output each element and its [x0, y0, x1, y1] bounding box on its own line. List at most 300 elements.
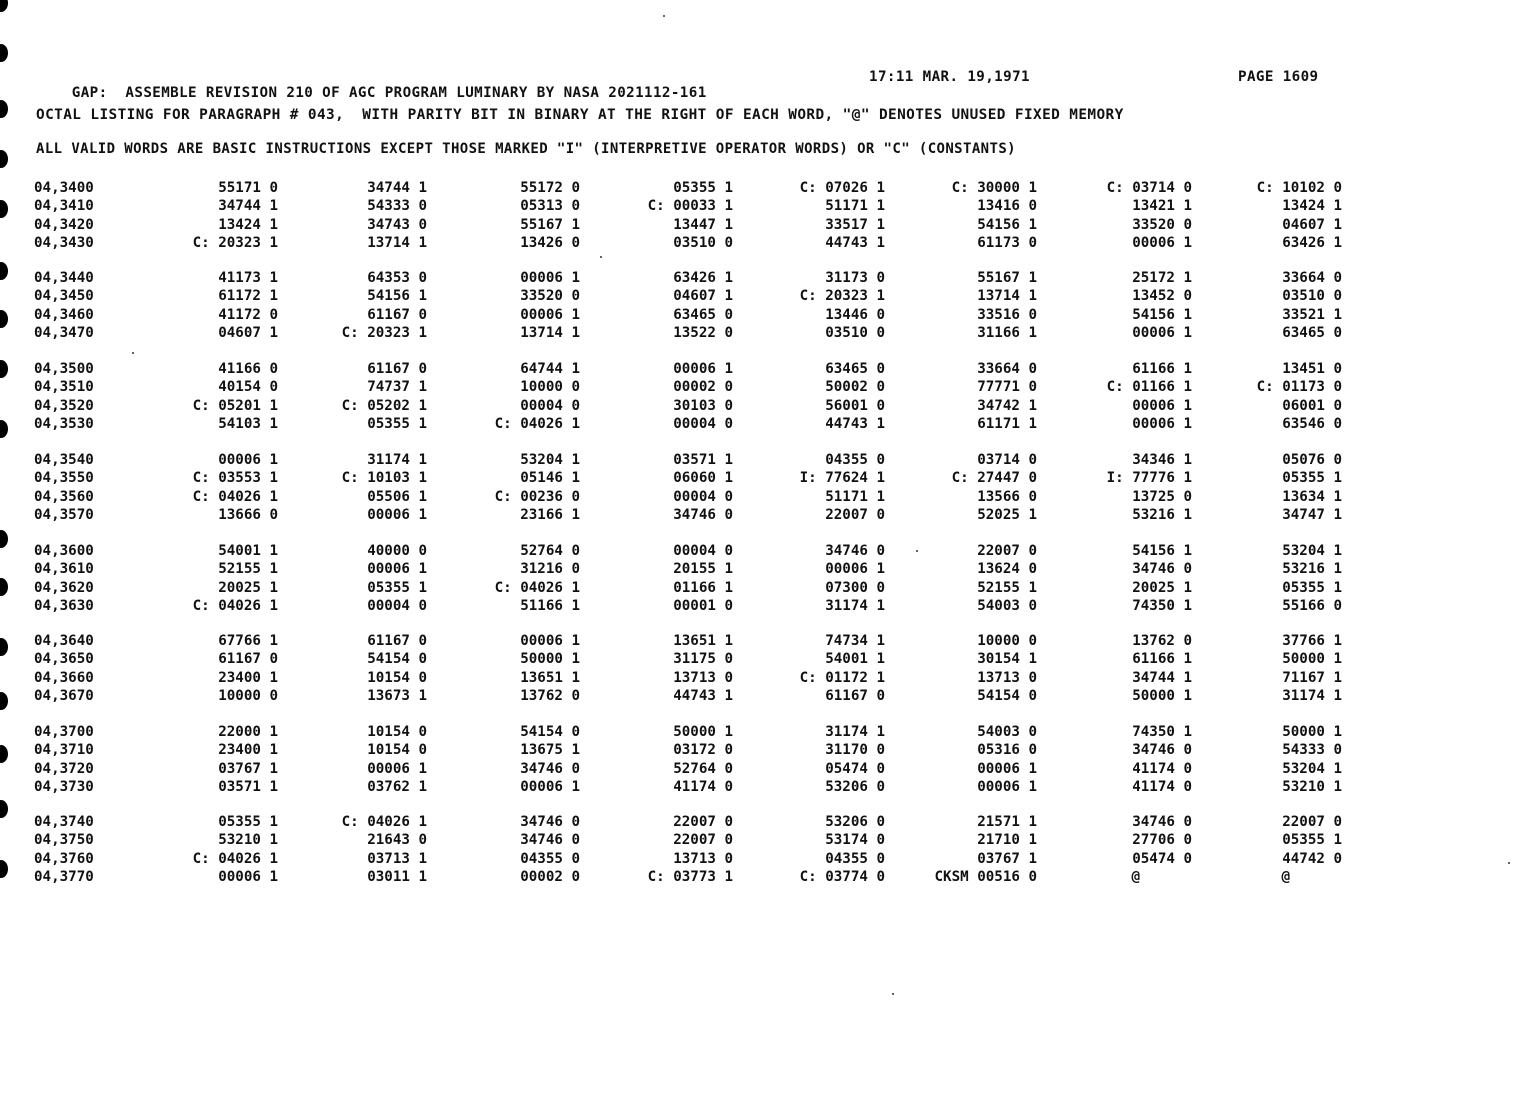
octal-word-cell: 41166 0 [218, 361, 278, 377]
octal-word-cell: 22007 0 [673, 832, 733, 849]
octal-word-cell: C: 20323 1 [799, 288, 885, 305]
octal-word-cell: 13714 1 [367, 235, 427, 252]
octal-word-cell: 34746 0 [825, 543, 885, 559]
octal-word-cell: 52764 0 [673, 760, 733, 777]
octal-word-cell: 55166 0 [1282, 598, 1342, 615]
octal-word-cell: 13675 1 [520, 742, 580, 759]
octal-word-cell: 54103 1 [218, 416, 278, 433]
row-address: 04,3610 [34, 561, 94, 578]
row-address: 04,3670 [34, 688, 94, 705]
print-speck [600, 256, 602, 258]
row-address: 04,3470 [34, 325, 94, 342]
octal-word-cell: C: 05201 1 [192, 397, 278, 414]
row-address: 04,3720 [34, 760, 94, 777]
octal-word-cell: 61166 1 [1132, 651, 1192, 668]
octal-word-cell: 07300 0 [825, 579, 885, 596]
print-speck [1508, 862, 1510, 864]
octal-word-cell: 10000 0 [520, 379, 580, 396]
octal-word-cell: 00006 1 [1132, 416, 1192, 433]
octal-word-cell: 04607 1 [1282, 216, 1342, 233]
octal-word-cell: 22007 0 [825, 507, 885, 524]
octal-word-cell: 33517 1 [825, 216, 885, 233]
octal-word-cell: 27706 0 [1132, 832, 1192, 849]
octal-word-cell: 54003 0 [977, 724, 1037, 740]
octal-word-cell: 22000 1 [218, 724, 278, 740]
octal-word-cell: 54156 1 [977, 216, 1037, 233]
row-address: 04,3420 [34, 216, 94, 233]
octal-word-cell: 13714 1 [977, 288, 1037, 305]
octal-word-cell: 50000 1 [1282, 724, 1342, 740]
octal-word-cell: 54333 0 [367, 198, 427, 215]
octal-word-cell: 61166 1 [1132, 361, 1192, 377]
octal-word-cell: 55167 1 [977, 270, 1037, 286]
octal-word-cell: 33520 0 [1132, 216, 1192, 233]
octal-word-cell: 13762 0 [1132, 633, 1192, 649]
octal-word-cell: C: 04026 1 [494, 579, 580, 596]
row-address: 04,3440 [34, 270, 94, 286]
octal-word-cell: 00006 1 [218, 452, 278, 468]
octal-word-cell: 54001 1 [218, 543, 278, 559]
octal-word-cell: 34746 0 [520, 832, 580, 849]
octal-word-cell: 20025 1 [218, 579, 278, 596]
octal-word-cell: 03767 1 [977, 850, 1037, 867]
octal-word-cell: 13421 1 [1132, 198, 1192, 215]
octal-word-cell: 54001 1 [825, 651, 885, 668]
octal-word-cell: 00002 0 [520, 869, 580, 886]
octal-word-cell: 55171 0 [218, 180, 278, 196]
octal-word-cell: 34746 0 [1132, 742, 1192, 759]
listing-row [0, 489, 1360, 507]
octal-word-cell: C: 05202 1 [341, 397, 427, 414]
octal-word-cell: 00006 1 [367, 507, 427, 524]
octal-word-cell: C: 00033 1 [647, 198, 733, 215]
octal-word-cell: 05313 0 [520, 198, 580, 215]
listing-row [0, 288, 1360, 306]
octal-word-cell: 05355 1 [1282, 832, 1342, 849]
punch-hole [0, 0, 8, 12]
row-address: 04,3460 [34, 306, 94, 323]
octal-word-cell: 25172 1 [1132, 270, 1192, 286]
octal-word-cell: 13725 0 [1132, 488, 1192, 505]
octal-word-cell: 13624 0 [977, 561, 1037, 578]
octal-word-cell: 54154 0 [520, 724, 580, 740]
octal-word-cell: 00004 0 [673, 543, 733, 559]
listing-row [0, 307, 1360, 325]
listing-row [0, 180, 1360, 198]
listing-row [0, 379, 1360, 397]
octal-word-cell: 13426 0 [520, 235, 580, 252]
octal-word-cell: 53210 1 [1282, 779, 1342, 796]
octal-word-cell: 10154 0 [367, 724, 427, 740]
octal-word-cell: 63546 0 [1282, 416, 1342, 433]
octal-word-cell: 13447 1 [673, 216, 733, 233]
octal-word-cell: 74350 1 [1132, 598, 1192, 615]
octal-word-cell: 54156 1 [367, 288, 427, 305]
octal-word-cell: 04607 1 [673, 288, 733, 305]
listing-row [0, 633, 1360, 651]
octal-word-cell: 00006 1 [977, 760, 1037, 777]
octal-word-cell: 00006 1 [520, 270, 580, 286]
octal-word-cell: 13446 0 [825, 306, 885, 323]
header-line-description: OCTAL LISTING FOR PARAGRAPH # 043, WITH PARITY BIT IN BINARY AT THE RIGHT OF EACH WORD, "@" DENOTES UNUSED FIXED MEMORY [36, 107, 1124, 123]
octal-word-cell: 13424 1 [1282, 198, 1342, 215]
octal-word-cell: 53206 0 [825, 779, 885, 796]
octal-word-cell: 04355 0 [520, 850, 580, 867]
octal-word-cell: 03762 1 [367, 779, 427, 796]
octal-word-cell: 05355 1 [673, 180, 733, 196]
octal-word-cell: 61172 1 [218, 288, 278, 305]
octal-word-cell: 77771 0 [977, 379, 1037, 396]
octal-word-cell: 52155 1 [977, 579, 1037, 596]
octal-word-cell: 13651 1 [520, 669, 580, 686]
octal-word-cell: 06060 1 [673, 470, 733, 487]
octal-word-cell: 31216 0 [520, 561, 580, 578]
row-address: 04,3540 [34, 452, 94, 468]
octal-word-cell: 13634 1 [1282, 488, 1342, 505]
octal-word-cell: 44743 1 [673, 688, 733, 705]
octal-word-cell: 01166 1 [673, 579, 733, 596]
octal-word-cell: 41173 1 [218, 270, 278, 286]
octal-word-cell: 37766 1 [1282, 633, 1342, 649]
octal-word-cell: 50002 0 [825, 379, 885, 396]
octal-word-cell: 04355 0 [825, 452, 885, 468]
print-speck [132, 352, 134, 354]
punch-hole [0, 44, 8, 62]
print-speck [663, 15, 665, 17]
octal-word-cell: C: 10102 0 [1256, 180, 1342, 196]
octal-word-cell: 50000 1 [1282, 651, 1342, 668]
listing-row [0, 416, 1360, 434]
octal-word-cell: 10000 0 [218, 688, 278, 705]
listing-row [0, 561, 1360, 579]
row-address: 04,3500 [34, 361, 94, 377]
octal-word-cell: 31174 1 [1282, 688, 1342, 705]
octal-word-cell: 54154 0 [977, 688, 1037, 705]
octal-word-cell: 00006 1 [218, 869, 278, 886]
octal-word-cell: 20155 1 [673, 561, 733, 578]
octal-word-cell: 61173 0 [977, 235, 1037, 252]
octal-word-cell: 22007 0 [1282, 814, 1342, 830]
octal-word-cell: 52155 1 [218, 561, 278, 578]
octal-word-cell: 40154 0 [218, 379, 278, 396]
octal-word-cell: C: 01173 0 [1256, 379, 1342, 396]
octal-word-cell: 05076 0 [1282, 452, 1342, 468]
octal-word-cell: 34746 0 [520, 760, 580, 777]
octal-word-cell: C: 20323 1 [192, 235, 278, 252]
octal-word-cell: 05355 1 [367, 579, 427, 596]
octal-word-cell: 34746 0 [520, 814, 580, 830]
octal-word-cell: 34746 0 [1132, 814, 1192, 830]
octal-word-cell: 34744 1 [1132, 669, 1192, 686]
listing-row [0, 470, 1360, 488]
octal-word-cell: 05355 1 [1282, 579, 1342, 596]
octal-word-cell: 53206 0 [825, 814, 885, 830]
octal-word-cell: 05506 1 [367, 488, 427, 505]
octal-word-cell: 54156 1 [1132, 543, 1192, 559]
octal-word-cell: 44743 1 [825, 416, 885, 433]
octal-word-cell: 61167 0 [367, 633, 427, 649]
listing-row [0, 869, 1360, 887]
octal-word-cell: 00006 1 [1132, 325, 1192, 342]
octal-word-cell: 53210 1 [218, 832, 278, 849]
octal-word-cell: 53204 1 [1282, 543, 1342, 559]
octal-word-cell: 13713 0 [673, 669, 733, 686]
octal-word-cell: 64353 0 [367, 270, 427, 286]
octal-word-cell: 50000 1 [1132, 688, 1192, 705]
octal-word-cell: 41172 0 [218, 306, 278, 323]
octal-word-cell: 13713 0 [673, 850, 733, 867]
row-address: 04,3640 [34, 633, 94, 649]
octal-word-cell: 31174 1 [367, 452, 427, 468]
octal-word-cell: 64744 1 [520, 361, 580, 377]
punch-hole [0, 100, 8, 118]
assembly-title: GAP: ASSEMBLE REVISION 210 OF AGC PROGRAM LUMINARY BY NASA 2021112-161 [71, 85, 707, 101]
listing-row [0, 361, 1360, 379]
octal-word-cell: C: 04026 1 [341, 814, 427, 830]
octal-word-cell: 10154 0 [367, 669, 427, 686]
listing-row [0, 325, 1360, 343]
octal-word-cell: 61167 0 [367, 361, 427, 377]
row-address: 04,3530 [34, 416, 94, 433]
octal-word-cell: 34346 1 [1132, 452, 1192, 468]
row-address: 04,3550 [34, 470, 94, 487]
octal-word-cell: 00004 0 [520, 397, 580, 414]
octal-word-cell: 63426 1 [1282, 235, 1342, 252]
octal-word-cell: 34747 1 [1282, 507, 1342, 524]
octal-word-cell: 50000 1 [520, 651, 580, 668]
octal-word-cell: 52764 0 [520, 543, 580, 559]
row-address: 04,3620 [34, 579, 94, 596]
octal-word-cell: C: 03714 0 [1106, 180, 1192, 196]
octal-word-cell: 74350 1 [1132, 724, 1192, 740]
octal-word-cell: 05474 0 [825, 760, 885, 777]
octal-word-cell: 21710 1 [977, 832, 1037, 849]
octal-word-cell: 61167 0 [825, 688, 885, 705]
row-address: 04,3660 [34, 669, 94, 686]
octal-word-cell: 00006 1 [367, 561, 427, 578]
octal-word-cell: 34744 1 [367, 180, 427, 196]
octal-word-cell: 22007 0 [673, 814, 733, 830]
row-address: 04,3630 [34, 598, 94, 615]
row-address: 04,3770 [34, 869, 94, 886]
octal-word-cell: CKSM 00516 0 [934, 869, 1037, 886]
octal-word-cell: 13714 1 [520, 325, 580, 342]
octal-word-cell: 00004 0 [673, 488, 733, 505]
octal-word-cell: 03011 1 [367, 869, 427, 886]
octal-word-cell: 33664 0 [977, 361, 1037, 377]
octal-word-cell: I: 77776 1 [1106, 470, 1192, 487]
listing-row [0, 832, 1360, 850]
row-address: 04,3740 [34, 814, 94, 830]
octal-word-cell: 03172 0 [673, 742, 733, 759]
octal-word-cell: 00001 0 [673, 598, 733, 615]
octal-word-cell: 05474 0 [1132, 850, 1192, 867]
octal-word-cell: 74734 1 [825, 633, 885, 649]
octal-word-cell: 61167 0 [367, 306, 427, 323]
row-address: 04,3560 [34, 488, 94, 505]
octal-word-cell: 00002 0 [673, 379, 733, 396]
octal-word-cell: 55172 0 [520, 180, 580, 196]
octal-word-cell: 13452 0 [1132, 288, 1192, 305]
octal-word-cell: C: 03553 1 [192, 470, 278, 487]
octal-word-cell: 03571 1 [673, 452, 733, 468]
listing-row [0, 452, 1360, 470]
listing-row [0, 742, 1360, 760]
octal-word-cell: 03714 0 [977, 452, 1037, 468]
octal-word-cell: 13666 0 [218, 507, 278, 524]
row-address: 04,3760 [34, 850, 94, 867]
octal-word-cell: C: 20323 1 [341, 325, 427, 342]
octal-word-cell: 67766 1 [218, 633, 278, 649]
octal-word-cell: 10154 0 [367, 742, 427, 759]
octal-word-cell: 71167 1 [1282, 669, 1342, 686]
octal-word-cell: 20025 1 [1132, 579, 1192, 596]
octal-word-cell: 13424 1 [218, 216, 278, 233]
octal-word-cell: 51171 1 [825, 198, 885, 215]
octal-word-cell: 23400 1 [218, 742, 278, 759]
octal-word-cell: 00006 1 [520, 633, 580, 649]
octal-word-cell: 54156 1 [1132, 306, 1192, 323]
octal-word-cell: 63426 1 [673, 270, 733, 286]
octal-word-cell: 03713 1 [367, 850, 427, 867]
listing-row [0, 598, 1360, 616]
listing-row [0, 688, 1360, 706]
octal-word-cell: 13762 0 [520, 688, 580, 705]
octal-word-cell: 34743 0 [367, 216, 427, 233]
listing-row [0, 507, 1360, 525]
row-address: 04,3450 [34, 288, 94, 305]
octal-word-cell: 31174 1 [825, 598, 885, 615]
octal-word-cell: 13713 0 [977, 669, 1037, 686]
octal-word-cell: 61171 1 [977, 416, 1037, 433]
octal-word-cell: 53204 1 [520, 452, 580, 468]
octal-word-cell: 31166 1 [977, 325, 1037, 342]
unused-memory-cell: @ [1131, 869, 1140, 886]
octal-word-cell: 06001 0 [1282, 397, 1342, 414]
octal-word-cell: 03510 0 [673, 235, 733, 252]
octal-word-cell: 53204 1 [1282, 760, 1342, 777]
listing-row [0, 851, 1360, 869]
octal-word-cell: 05146 1 [520, 470, 580, 487]
octal-word-cell: 23166 1 [520, 507, 580, 524]
octal-word-cell: 74737 1 [367, 379, 427, 396]
octal-word-cell: 41174 0 [1132, 779, 1192, 796]
page-number: PAGE 1609 [1238, 69, 1319, 85]
octal-word-cell: C: 04026 1 [494, 416, 580, 433]
octal-word-cell: 13651 1 [673, 633, 733, 649]
punch-hole [0, 150, 8, 168]
row-address: 04,3600 [34, 543, 94, 559]
row-address: 04,3520 [34, 397, 94, 414]
octal-word-cell: 34742 1 [977, 397, 1037, 414]
octal-word-cell: 33521 1 [1282, 306, 1342, 323]
listing-row [0, 543, 1360, 561]
octal-word-cell: 55167 1 [520, 216, 580, 233]
octal-word-cell: 00006 1 [1132, 235, 1192, 252]
octal-word-cell: 00006 1 [520, 306, 580, 323]
octal-word-cell: 44742 0 [1282, 850, 1342, 867]
octal-word-cell: 00004 0 [673, 416, 733, 433]
octal-word-cell: 63465 0 [1282, 325, 1342, 342]
octal-word-cell: 33664 0 [1282, 270, 1342, 286]
octal-word-cell: 03510 0 [1282, 288, 1342, 305]
octal-word-cell: 52025 1 [977, 507, 1037, 524]
octal-word-cell: C: 07026 1 [799, 180, 885, 196]
row-address: 04,3750 [34, 832, 94, 849]
octal-word-cell: C: 27447 0 [951, 470, 1037, 487]
octal-word-cell: 00004 0 [367, 598, 427, 615]
octal-word-cell: C: 04026 1 [192, 488, 278, 505]
octal-word-cell: 23400 1 [218, 669, 278, 686]
row-address: 04,3650 [34, 651, 94, 668]
listing-row [0, 217, 1360, 235]
row-address: 04,3400 [34, 180, 94, 196]
octal-word-cell: C: 04026 1 [192, 598, 278, 615]
octal-word-cell: 50000 1 [673, 724, 733, 740]
listing-row [0, 198, 1360, 216]
octal-word-cell: 00006 1 [520, 779, 580, 796]
octal-word-cell: 54154 0 [367, 651, 427, 668]
octal-word-cell: 30103 0 [673, 397, 733, 414]
print-speck [892, 993, 894, 995]
octal-word-cell: 34746 0 [1132, 561, 1192, 578]
row-address: 04,3510 [34, 379, 94, 396]
octal-word-cell: 30154 1 [977, 651, 1037, 668]
octal-word-cell: C: 00236 0 [494, 488, 580, 505]
listing-row [0, 270, 1360, 288]
row-address: 04,3710 [34, 742, 94, 759]
octal-word-cell: 05355 1 [367, 416, 427, 433]
octal-word-cell: C: 01172 1 [799, 669, 885, 686]
header-line-legend: ALL VALID WORDS ARE BASIC INSTRUCTIONS EXCEPT THOSE MARKED "I" (INTERPRETIVE OPERATOR WORDS) OR "C" (CONSTANTS) [36, 141, 1016, 157]
octal-word-cell: C: 03774 0 [799, 869, 885, 886]
row-address: 04,3700 [34, 724, 94, 740]
octal-word-cell: 00006 1 [825, 561, 885, 578]
octal-word-cell: 10000 0 [977, 633, 1037, 649]
row-address: 04,3410 [34, 198, 94, 215]
octal-word-cell: 54003 0 [977, 598, 1037, 615]
octal-word-cell: 33520 0 [520, 288, 580, 305]
octal-word-cell: 13522 0 [673, 325, 733, 342]
octal-word-cell: 41174 0 [1132, 760, 1192, 777]
octal-word-cell: 21571 1 [977, 814, 1037, 830]
octal-word-cell: 05355 1 [1282, 470, 1342, 487]
octal-word-cell: 00006 1 [673, 361, 733, 377]
octal-word-cell: 53216 1 [1282, 561, 1342, 578]
listing-row [0, 814, 1360, 832]
octal-word-cell: 04355 0 [825, 850, 885, 867]
octal-word-cell: C: 30000 1 [951, 180, 1037, 196]
octal-word-cell: 61167 0 [218, 651, 278, 668]
octal-word-cell: 03767 1 [218, 760, 278, 777]
octal-word-cell: 04607 1 [218, 325, 278, 342]
octal-word-cell: 13451 0 [1282, 361, 1342, 377]
listing-row [0, 724, 1360, 742]
octal-word-cell: 33516 0 [977, 306, 1037, 323]
octal-word-cell: 54333 0 [1282, 742, 1342, 759]
octal-word-cell: 63465 0 [673, 306, 733, 323]
octal-word-cell: I: 77624 1 [799, 470, 885, 487]
octal-word-cell: 05355 1 [218, 814, 278, 830]
octal-word-cell: 05316 0 [977, 742, 1037, 759]
octal-word-cell: 40000 0 [367, 543, 427, 559]
octal-word-cell: 22007 0 [977, 543, 1037, 559]
octal-word-cell: 53216 1 [1132, 507, 1192, 524]
octal-word-cell: 13416 0 [977, 198, 1037, 215]
octal-word-cell: 34744 1 [218, 198, 278, 215]
octal-word-cell: 00006 1 [977, 779, 1037, 796]
octal-word-cell: 51166 1 [520, 598, 580, 615]
